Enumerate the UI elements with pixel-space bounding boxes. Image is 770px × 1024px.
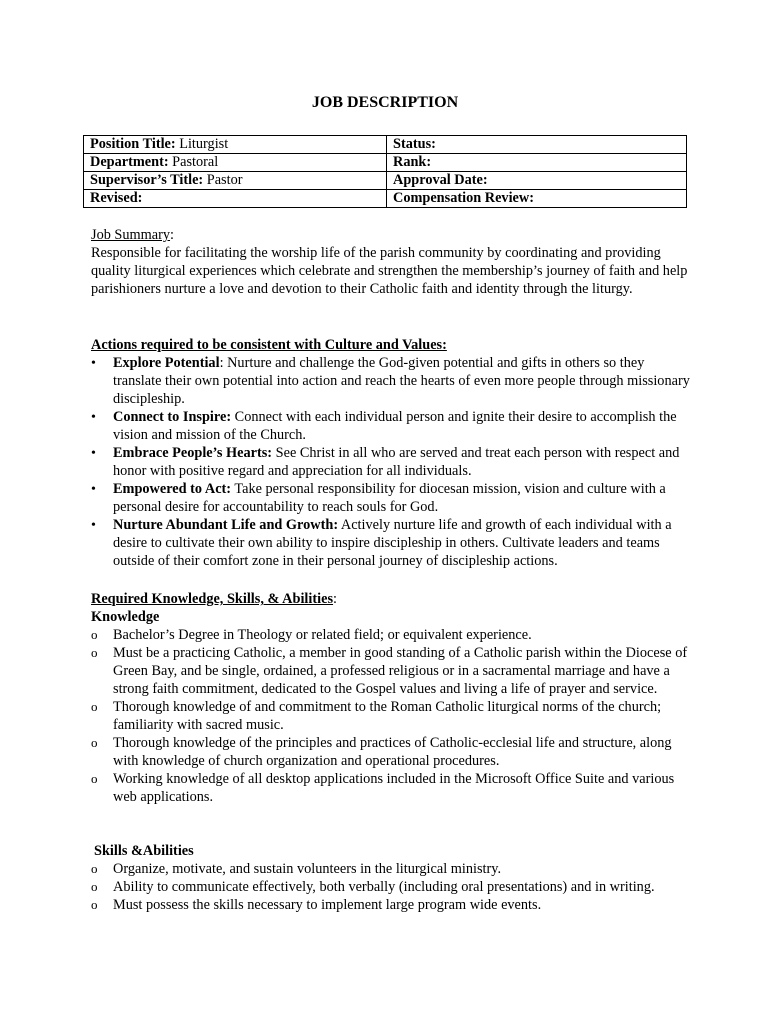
list-item bbox=[91, 354, 691, 408]
table-row bbox=[84, 172, 687, 190]
list-item bbox=[91, 770, 691, 806]
status-cell bbox=[387, 136, 687, 154]
knowledge-text: Working knowledge of all desktop applications included in the Microsoft Office Suite and various web applications. bbox=[113, 771, 675, 805]
bullet-icon bbox=[91, 444, 105, 463]
requirements-heading bbox=[91, 590, 691, 608]
position-title-label: Position Title: bbox=[90, 136, 176, 152]
list-item bbox=[91, 516, 691, 570]
requirements-heading-colon: : bbox=[333, 591, 338, 607]
list-item bbox=[91, 896, 691, 914]
skills-list bbox=[91, 860, 691, 914]
revised-label: Revised: bbox=[90, 190, 143, 206]
job-summary-heading bbox=[91, 226, 691, 244]
actions-list bbox=[91, 354, 691, 570]
supervisor-cell bbox=[84, 172, 387, 190]
job-info-table bbox=[83, 135, 687, 208]
job-summary-section bbox=[91, 226, 691, 298]
list-item bbox=[91, 698, 691, 734]
department-cell bbox=[84, 154, 387, 172]
list-item bbox=[91, 734, 691, 770]
action-title: Embrace People’s Hearts: bbox=[113, 445, 273, 461]
bullet-icon bbox=[91, 354, 105, 373]
compensation-review-label: Compensation Review: bbox=[393, 190, 534, 206]
list-item bbox=[91, 860, 691, 878]
table-row bbox=[84, 136, 687, 154]
job-summary-text: Responsible for facilitating the worship life of the parish community by coordinating and providing quality liturgical experiences which celebrate and strengthen the membership’s journey of faith and help parishioners nurture a love and devotion to their Catholic faith and identity through the liturgy. bbox=[91, 245, 688, 297]
bullet-icon bbox=[91, 516, 105, 535]
department-label: Department: bbox=[90, 154, 169, 170]
knowledge-text: Must be a practicing Catholic, a member in good standing of a Catholic parish within the Diocese of Green Bay, and be single, ordained, a professed religious or in a sacramental marriage and have a strong faith commitment, dedicated to the Gospel values and living a life of prayer and service. bbox=[113, 645, 688, 697]
skill-text: Ability to communicate effectively, both verbally (including oral presentations) and in writing. bbox=[113, 879, 655, 895]
position-title-value: Liturgist bbox=[175, 136, 229, 152]
circle-bullet-icon bbox=[91, 626, 105, 644]
position-title-cell bbox=[84, 136, 387, 154]
action-text: See Christ in all who are served and treat each person with respect and honor with positive regard and appreciation for all individuals. bbox=[113, 445, 680, 479]
circle-bullet-icon bbox=[91, 860, 105, 878]
supervisor-label: Supervisor’s Title: bbox=[90, 172, 204, 188]
page-title: JOB DESCRIPTION bbox=[311, 94, 459, 111]
list-item bbox=[91, 644, 691, 698]
action-text: : Nurture and challenge the God-given potential and gifts in others so they translate their own potential into action and reach the hearts of even more people through missionary discipleship. bbox=[113, 355, 690, 407]
circle-bullet-icon bbox=[91, 698, 105, 716]
list-item bbox=[91, 444, 691, 480]
job-summary-heading-text: Job Summary bbox=[91, 227, 171, 243]
actions-heading: Actions required to be consistent with Culture and Values: bbox=[91, 337, 447, 353]
table-row bbox=[84, 154, 687, 172]
compensation-review-cell bbox=[387, 190, 687, 208]
knowledge-list bbox=[91, 626, 691, 806]
status-label: Status: bbox=[393, 136, 436, 152]
rank-label: Rank: bbox=[393, 154, 432, 170]
job-summary-heading-colon: : bbox=[170, 227, 175, 243]
supervisor-value: Pastor bbox=[203, 172, 243, 188]
knowledge-heading: Knowledge bbox=[91, 609, 160, 625]
circle-bullet-icon bbox=[91, 896, 105, 914]
actions-section bbox=[91, 336, 691, 570]
circle-bullet-icon bbox=[91, 644, 105, 662]
action-title: Nurture Abundant Life and Growth: bbox=[113, 517, 339, 533]
action-title: Explore Potential bbox=[113, 355, 220, 371]
approval-date-label: Approval Date: bbox=[393, 172, 488, 188]
knowledge-text: Bachelor’s Degree in Theology or related field; or equivalent experience. bbox=[113, 627, 532, 643]
bullet-icon bbox=[91, 480, 105, 499]
knowledge-text: Thorough knowledge of the principles and practices of Catholic-ecclesial life and structure, along with knowledge of church organization and operational procedures. bbox=[113, 735, 672, 769]
skills-heading: Skills &Abilities bbox=[94, 843, 194, 859]
action-text: Connect with each individual person and ignite their desire to accomplish the vision and mission of the Church. bbox=[113, 409, 677, 443]
requirements-heading-text: Required Knowledge, Skills, & Abilities bbox=[91, 591, 334, 607]
skill-text: Must possess the skills necessary to implement large program wide events. bbox=[113, 897, 542, 913]
requirements-section bbox=[91, 590, 691, 806]
list-item bbox=[91, 408, 691, 444]
list-item bbox=[91, 626, 691, 644]
circle-bullet-icon bbox=[91, 770, 105, 788]
circle-bullet-icon bbox=[91, 878, 105, 896]
knowledge-text: Thorough knowledge of and commitment to the Roman Catholic liturgical norms of the church; familiarity with sacred music. bbox=[113, 699, 662, 733]
table-row bbox=[84, 190, 687, 208]
approval-date-cell bbox=[387, 172, 687, 190]
circle-bullet-icon bbox=[91, 734, 105, 752]
revised-cell bbox=[84, 190, 387, 208]
list-item bbox=[91, 480, 691, 516]
rank-cell bbox=[387, 154, 687, 172]
department-value: Pastoral bbox=[168, 154, 219, 170]
skill-text: Organize, motivate, and sustain volunteers in the liturgical ministry. bbox=[113, 861, 502, 877]
skills-section bbox=[91, 842, 691, 914]
action-title: Empowered to Act: bbox=[113, 481, 232, 497]
bullet-icon bbox=[91, 408, 105, 427]
action-text: Take personal responsibility for diocesan mission, vision and culture with a personal desire for accountability to reach souls for God. bbox=[113, 481, 666, 515]
action-title: Connect to Inspire: bbox=[113, 409, 232, 425]
action-text: Actively nurture life and growth of each individual with a desire to cultivate their own ability to inspire discipleship in others. Cultivate leaders and teams outside of their comfort zone in their personal journey of discipleship actions. bbox=[113, 517, 672, 569]
list-item bbox=[91, 878, 691, 896]
